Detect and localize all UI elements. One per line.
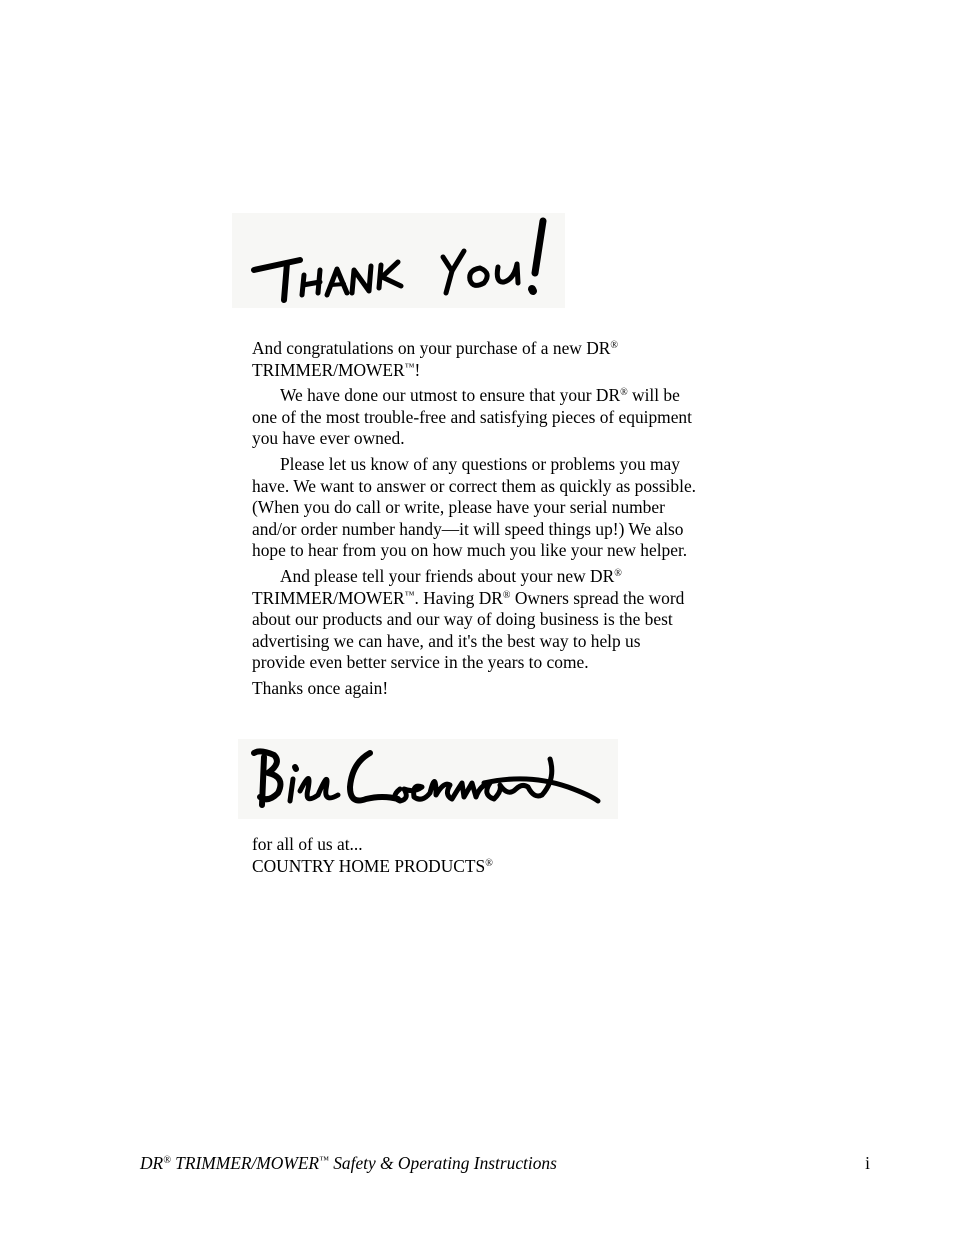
thank-you-handwriting-svg: [232, 213, 565, 308]
footer-title: DR® TRIMMER/MOWER™ Safety & Operating Instructions: [140, 1153, 557, 1173]
letter-paragraph-2: Please let us know of any questions or problems you may have. We want to answer or correct them as quickly as possible. (When you do call or write, please have your serial number and/or order number handy—it will speed things up!) We also hope to hear from you on how much you like your new helper.: [252, 453, 697, 561]
letter-thanks: Thanks once again!: [252, 677, 389, 698]
page-footer: [140, 1151, 870, 1175]
signature-svg: [238, 739, 618, 819]
letter-opening: And congratulations on your purchase of a new DR® TRIMMER/MOWER™!: [252, 338, 618, 380]
letter-body: [252, 338, 697, 704]
letter-paragraph-1: We have done our utmost to ensure that your DR® will be one of the most trouble-free and satisfying pieces of equipment you have ever owned.: [252, 385, 692, 449]
company-name: COUNTRY HOME PRODUCTS®: [252, 856, 493, 876]
thank-you-handwriting-image: [232, 213, 565, 308]
closing-line: for all of us at...: [252, 834, 363, 854]
page-number: i: [865, 1153, 870, 1173]
signature-image: [238, 739, 618, 819]
letter-paragraph-3: And please tell your friends about your new DR® TRIMMER/MOWER™. Having DR® Owners spread the word about our products and our way of doing business is the best advertising we can have, and it's the best way to help us provide even better service in the years to come.: [252, 565, 685, 673]
letter-closing: [252, 833, 493, 877]
